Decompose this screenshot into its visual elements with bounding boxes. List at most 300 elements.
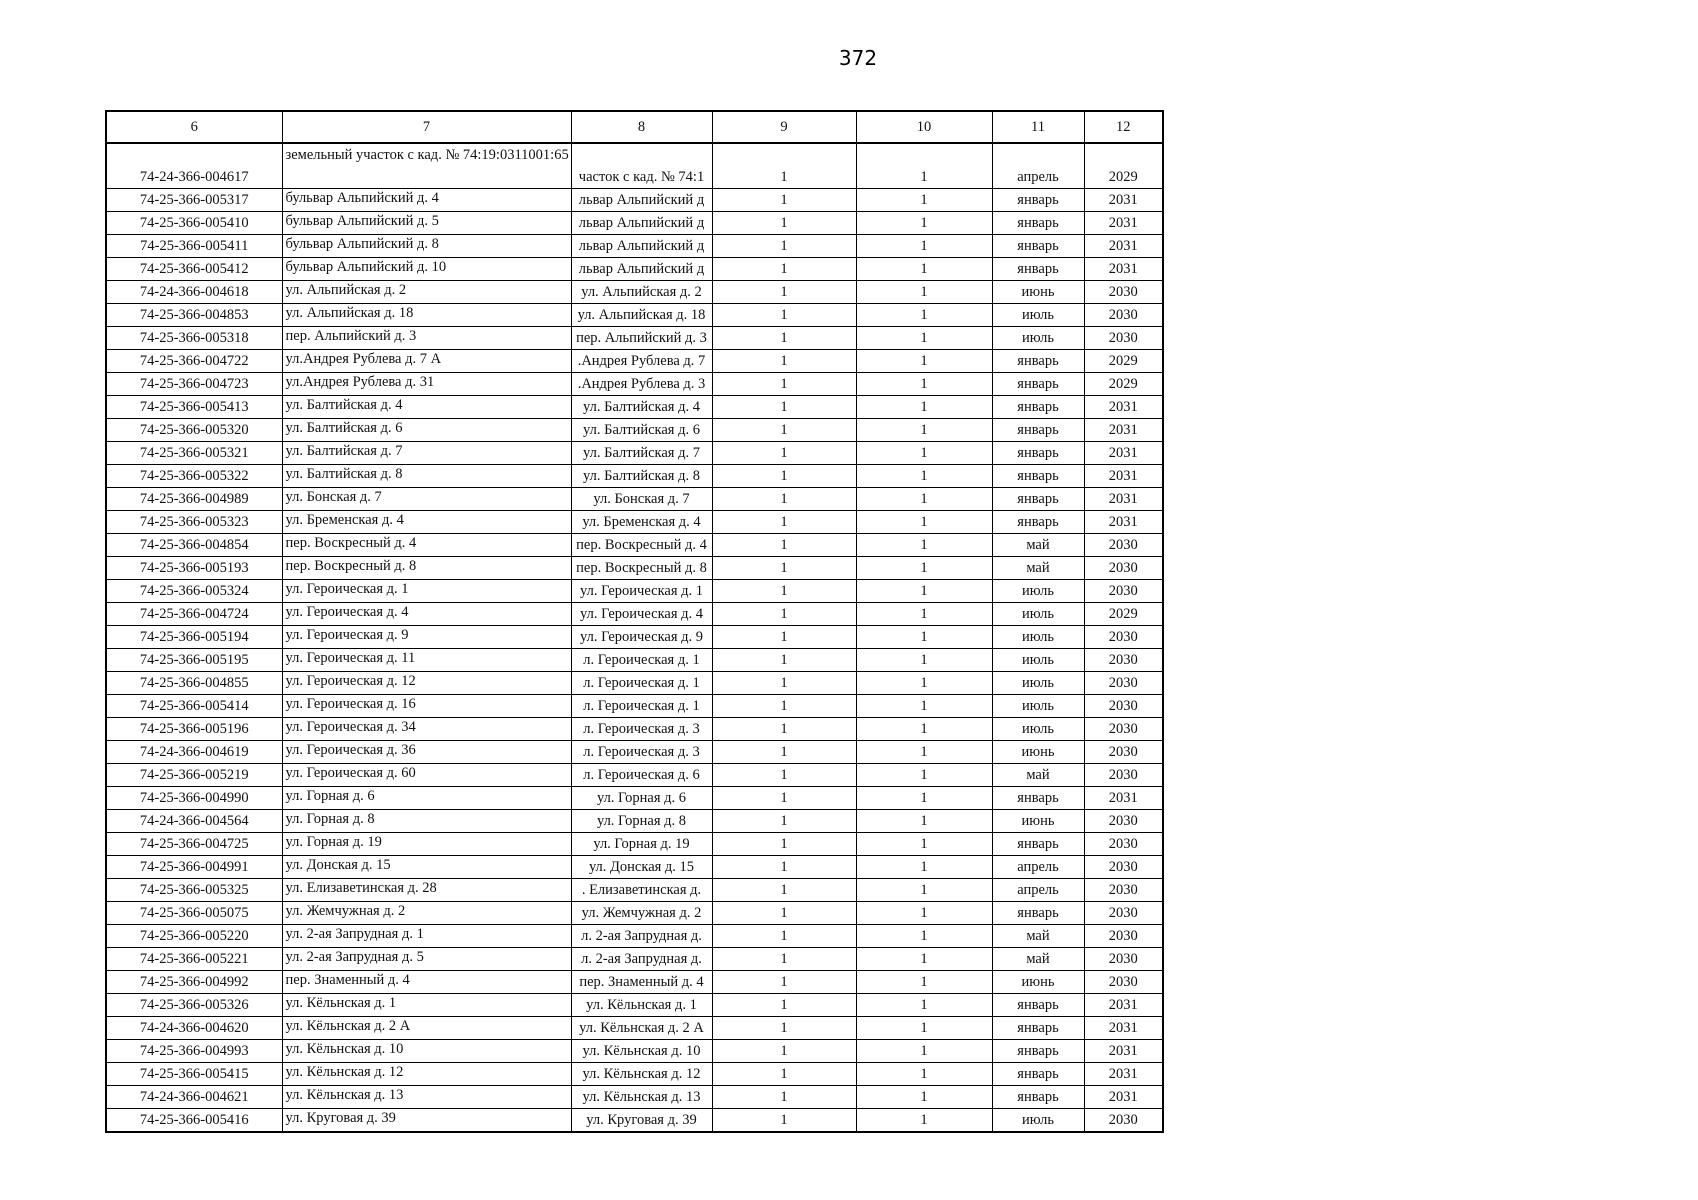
column-header-8: 8 [571, 111, 712, 143]
column-10-cell: 1 [856, 810, 992, 833]
address-cell: ул. Кёльнская д. 12 [282, 1063, 571, 1086]
month-cell: январь [992, 833, 1084, 856]
column-9-cell: 1 [712, 281, 856, 304]
address-copy-cell: ул. Героическая д. 4 [571, 603, 712, 626]
column-10-cell: 1 [856, 143, 992, 189]
address-copy-cell: ул. Кёльнская д. 2 А [571, 1017, 712, 1040]
year-cell: 2030 [1084, 557, 1163, 580]
year-cell: 2030 [1084, 327, 1163, 350]
address-copy-cell: ул. Кёльнская д. 12 [571, 1063, 712, 1086]
column-9-cell: 1 [712, 695, 856, 718]
year-cell: 2031 [1084, 1063, 1163, 1086]
table-row [106, 235, 1163, 258]
address-copy-cell: . Елизаветинская д. [571, 879, 712, 902]
table-row [106, 649, 1163, 672]
month-cell: май [992, 764, 1084, 787]
column-9-cell: 1 [712, 396, 856, 419]
column-10-cell: 1 [856, 1017, 992, 1040]
year-cell: 2030 [1084, 925, 1163, 948]
column-9-cell: 1 [712, 1017, 856, 1040]
column-9-cell: 1 [712, 672, 856, 695]
month-cell: январь [992, 994, 1084, 1017]
column-9-cell: 1 [712, 879, 856, 902]
year-cell: 2030 [1084, 534, 1163, 557]
column-10-cell: 1 [856, 511, 992, 534]
year-cell: 2030 [1084, 649, 1163, 672]
cadastral-code-cell: 74-25-366-004853 [106, 304, 282, 327]
cadastral-code-cell: 74-25-366-004722 [106, 350, 282, 373]
address-copy-cell: ул. Кёльнская д. 1 [571, 994, 712, 1017]
year-cell: 2030 [1084, 580, 1163, 603]
month-cell: январь [992, 902, 1084, 925]
cadastral-code-cell: 74-24-366-004619 [106, 741, 282, 764]
table-row [106, 534, 1163, 557]
cadastral-code-cell: 74-24-366-004621 [106, 1086, 282, 1109]
month-cell: январь [992, 1086, 1084, 1109]
cadastral-code-cell: 74-25-366-004990 [106, 787, 282, 810]
table-row [106, 442, 1163, 465]
year-cell: 2031 [1084, 396, 1163, 419]
address-copy-cell: л. Героическая д. 3 [571, 718, 712, 741]
table-row [106, 741, 1163, 764]
table-row [106, 672, 1163, 695]
address-cell: ул. Кёльнская д. 13 [282, 1086, 571, 1109]
month-cell: январь [992, 488, 1084, 511]
column-10-cell: 1 [856, 557, 992, 580]
column-10-cell: 1 [856, 626, 992, 649]
column-10-cell: 1 [856, 327, 992, 350]
address-copy-cell: ул. Героическая д. 9 [571, 626, 712, 649]
address-copy-cell: часток с кад. № 74:1 [571, 143, 712, 189]
address-cell: ул. Героическая д. 36 [282, 741, 571, 764]
column-10-cell: 1 [856, 465, 992, 488]
month-cell: январь [992, 787, 1084, 810]
address-cell: пер. Воскресный д. 8 [282, 557, 571, 580]
cadastral-code-cell: 74-25-366-005196 [106, 718, 282, 741]
address-copy-cell: ул. Альпийская д. 2 [571, 281, 712, 304]
table-row [106, 557, 1163, 580]
table-row [106, 626, 1163, 649]
table-row [106, 258, 1163, 281]
column-9-cell: 1 [712, 327, 856, 350]
cadastral-code-cell: 74-25-366-005219 [106, 764, 282, 787]
column-9-cell: 1 [712, 902, 856, 925]
year-cell: 2030 [1084, 626, 1163, 649]
month-cell: апрель [992, 879, 1084, 902]
column-10-cell: 1 [856, 994, 992, 1017]
address-copy-cell: л. Героическая д. 1 [571, 649, 712, 672]
table-row [106, 465, 1163, 488]
address-copy-cell: ул. Жемчужная д. 2 [571, 902, 712, 925]
year-cell: 2031 [1084, 465, 1163, 488]
year-cell: 2030 [1084, 1109, 1163, 1133]
address-copy-cell: ул. Круговая д. 39 [571, 1109, 712, 1133]
month-cell: январь [992, 373, 1084, 396]
table-row [106, 1109, 1163, 1133]
column-9-cell: 1 [712, 718, 856, 741]
year-cell: 2031 [1084, 994, 1163, 1017]
table-row [106, 511, 1163, 534]
address-cell: ул. Горная д. 19 [282, 833, 571, 856]
month-cell: июль [992, 1109, 1084, 1133]
month-cell: май [992, 948, 1084, 971]
cadastral-code-cell: 74-24-366-004620 [106, 1017, 282, 1040]
cadastral-code-cell: 74-25-366-004854 [106, 534, 282, 557]
month-cell: январь [992, 1040, 1084, 1063]
address-copy-cell: ул. Бонская д. 7 [571, 488, 712, 511]
month-cell: июнь [992, 971, 1084, 994]
address-cell: ул. Героическая д. 11 [282, 649, 571, 672]
column-9-cell: 1 [712, 580, 856, 603]
cadastral-code-cell: 74-25-366-005317 [106, 189, 282, 212]
cadastral-code-cell: 74-25-366-005321 [106, 442, 282, 465]
year-cell: 2031 [1084, 442, 1163, 465]
year-cell: 2031 [1084, 488, 1163, 511]
column-header-10: 10 [856, 111, 992, 143]
address-cell: ул. Героическая д. 9 [282, 626, 571, 649]
table-row [106, 419, 1163, 442]
address-cell: ул. Героическая д. 34 [282, 718, 571, 741]
column-10-cell: 1 [856, 350, 992, 373]
address-cell: пер. Знаменный д. 4 [282, 971, 571, 994]
address-cell: ул. Балтийская д. 6 [282, 419, 571, 442]
table-body [106, 143, 1163, 1132]
year-cell: 2031 [1084, 419, 1163, 442]
address-copy-cell: л. Героическая д. 1 [571, 695, 712, 718]
year-cell: 2030 [1084, 695, 1163, 718]
column-10-cell: 1 [856, 925, 992, 948]
cadastral-code-cell: 74-25-366-005220 [106, 925, 282, 948]
table-row [106, 1040, 1163, 1063]
address-cell: ул. Альпийская д. 2 [282, 281, 571, 304]
year-cell: 2031 [1084, 258, 1163, 281]
cadastral-code-cell: 74-25-366-005415 [106, 1063, 282, 1086]
cadastral-code-cell: 74-25-366-004855 [106, 672, 282, 695]
address-cell: ул.Андрея Рублева д. 7 А [282, 350, 571, 373]
cadastral-code-cell: 74-25-366-005413 [106, 396, 282, 419]
column-10-cell: 1 [856, 304, 992, 327]
column-9-cell: 1 [712, 741, 856, 764]
address-cell: ул. Жемчужная д. 2 [282, 902, 571, 925]
column-9-cell: 1 [712, 1040, 856, 1063]
column-9-cell: 1 [712, 235, 856, 258]
cadastral-code-cell: 74-25-366-005195 [106, 649, 282, 672]
address-cell: ул. Кёльнская д. 10 [282, 1040, 571, 1063]
table-row [106, 488, 1163, 511]
address-cell: ул. Кёльнская д. 1 [282, 994, 571, 1017]
column-9-cell: 1 [712, 833, 856, 856]
column-header-7: 7 [282, 111, 571, 143]
address-copy-cell: пер. Знаменный д. 4 [571, 971, 712, 994]
table-row [106, 856, 1163, 879]
column-9-cell: 1 [712, 465, 856, 488]
address-cell: ул. Донская д. 15 [282, 856, 571, 879]
month-cell: июль [992, 672, 1084, 695]
address-cell: ул. Горная д. 8 [282, 810, 571, 833]
address-copy-cell: л. 2-ая Запрудная д. [571, 925, 712, 948]
registry-table [105, 110, 1164, 1133]
column-10-cell: 1 [856, 488, 992, 511]
address-copy-cell: пер. Воскресный д. 8 [571, 557, 712, 580]
address-copy-cell: л. Героическая д. 1 [571, 672, 712, 695]
month-cell: июль [992, 603, 1084, 626]
column-10-cell: 1 [856, 442, 992, 465]
address-copy-cell: ул. Альпийская д. 18 [571, 304, 712, 327]
column-10-cell: 1 [856, 856, 992, 879]
column-9-cell: 1 [712, 810, 856, 833]
column-10-cell: 1 [856, 764, 992, 787]
column-9-cell: 1 [712, 557, 856, 580]
address-cell: ул. Круговая д. 39 [282, 1109, 571, 1133]
table-row [106, 603, 1163, 626]
year-cell: 2030 [1084, 281, 1163, 304]
address-copy-cell: пер. Воскресный д. 4 [571, 534, 712, 557]
year-cell: 2031 [1084, 1040, 1163, 1063]
address-copy-cell: львар Альпийский д [571, 258, 712, 281]
year-cell: 2031 [1084, 189, 1163, 212]
cadastral-code-cell: 74-25-366-005416 [106, 1109, 282, 1133]
address-copy-cell: ул. Горная д. 6 [571, 787, 712, 810]
column-9-cell: 1 [712, 1109, 856, 1133]
address-copy-cell: л. Героическая д. 6 [571, 764, 712, 787]
column-10-cell: 1 [856, 1086, 992, 1109]
month-cell: январь [992, 235, 1084, 258]
table-row [106, 879, 1163, 902]
year-cell: 2030 [1084, 833, 1163, 856]
month-cell: июль [992, 304, 1084, 327]
month-cell: июль [992, 327, 1084, 350]
column-9-cell: 1 [712, 350, 856, 373]
table-row [106, 1017, 1163, 1040]
column-10-cell: 1 [856, 1040, 992, 1063]
month-cell: май [992, 925, 1084, 948]
table-row [106, 787, 1163, 810]
address-copy-cell: ул. Донская д. 15 [571, 856, 712, 879]
address-cell: ул. Героическая д. 12 [282, 672, 571, 695]
address-copy-cell: пер. Альпийский д. 3 [571, 327, 712, 350]
year-cell: 2029 [1084, 603, 1163, 626]
column-10-cell: 1 [856, 281, 992, 304]
table-row [106, 902, 1163, 925]
year-cell: 2029 [1084, 373, 1163, 396]
column-header-9: 9 [712, 111, 856, 143]
column-9-cell: 1 [712, 419, 856, 442]
address-cell: ул. Горная д. 6 [282, 787, 571, 810]
address-copy-cell: л. Героическая д. 3 [571, 741, 712, 764]
cadastral-code-cell: 74-25-366-004992 [106, 971, 282, 994]
address-cell: бульвар Альпийский д. 4 [282, 189, 571, 212]
column-9-cell: 1 [712, 948, 856, 971]
column-10-cell: 1 [856, 718, 992, 741]
cadastral-code-cell: 74-25-366-005194 [106, 626, 282, 649]
cadastral-code-cell: 74-25-366-005324 [106, 580, 282, 603]
column-9-cell: 1 [712, 971, 856, 994]
month-cell: январь [992, 189, 1084, 212]
address-copy-cell: львар Альпийский д [571, 189, 712, 212]
address-cell: ул. Елизаветинская д. 28 [282, 879, 571, 902]
column-10-cell: 1 [856, 189, 992, 212]
column-10-cell: 1 [856, 971, 992, 994]
column-10-cell: 1 [856, 879, 992, 902]
column-9-cell: 1 [712, 511, 856, 534]
cadastral-code-cell: 74-24-366-004564 [106, 810, 282, 833]
column-9-cell: 1 [712, 994, 856, 1017]
column-10-cell: 1 [856, 373, 992, 396]
cadastral-code-cell: 74-25-366-005411 [106, 235, 282, 258]
cadastral-code-cell: 74-25-366-005193 [106, 557, 282, 580]
table-row [106, 189, 1163, 212]
address-copy-cell: .Андрея Рублева д. 3 [571, 373, 712, 396]
table-row [106, 810, 1163, 833]
column-9-cell: 1 [712, 856, 856, 879]
month-cell: июнь [992, 741, 1084, 764]
address-copy-cell: львар Альпийский д [571, 212, 712, 235]
year-cell: 2030 [1084, 764, 1163, 787]
cadastral-code-cell: 74-25-366-005414 [106, 695, 282, 718]
column-9-cell: 1 [712, 603, 856, 626]
address-cell: ул. Кёльнская д. 2 А [282, 1017, 571, 1040]
column-9-cell: 1 [712, 189, 856, 212]
column-header-11: 11 [992, 111, 1084, 143]
year-cell: 2030 [1084, 810, 1163, 833]
table-row [106, 1063, 1163, 1086]
month-cell: май [992, 534, 1084, 557]
address-copy-cell: ул. Горная д. 8 [571, 810, 712, 833]
column-10-cell: 1 [856, 695, 992, 718]
month-cell: июнь [992, 281, 1084, 304]
address-copy-cell: ул. Балтийская д. 8 [571, 465, 712, 488]
table-row [106, 718, 1163, 741]
month-cell: январь [992, 442, 1084, 465]
cadastral-code-cell: 74-25-366-005221 [106, 948, 282, 971]
column-9-cell: 1 [712, 143, 856, 189]
year-cell: 2031 [1084, 212, 1163, 235]
cadastral-code-cell: 74-25-366-005075 [106, 902, 282, 925]
year-cell: 2030 [1084, 879, 1163, 902]
cadastral-code-cell: 74-25-366-004993 [106, 1040, 282, 1063]
cadastral-code-cell: 74-25-366-005326 [106, 994, 282, 1017]
column-10-cell: 1 [856, 787, 992, 810]
cadastral-code-cell: 74-24-366-004618 [106, 281, 282, 304]
address-copy-cell: ул. Балтийская д. 4 [571, 396, 712, 419]
cadastral-code-cell: 74-25-366-005412 [106, 258, 282, 281]
address-copy-cell: ул. Героическая д. 1 [571, 580, 712, 603]
cadastral-code-cell: 74-25-366-004723 [106, 373, 282, 396]
month-cell: январь [992, 1063, 1084, 1086]
cadastral-code-cell: 74-25-366-004725 [106, 833, 282, 856]
table-row [106, 948, 1163, 971]
table-row [106, 396, 1163, 419]
month-cell: январь [992, 465, 1084, 488]
column-9-cell: 1 [712, 212, 856, 235]
address-copy-cell: ул. Кёльнская д. 13 [571, 1086, 712, 1109]
column-10-cell: 1 [856, 672, 992, 695]
column-header-12: 12 [1084, 111, 1163, 143]
address-cell: ул. Бонская д. 7 [282, 488, 571, 511]
page-number: 372 [838, 46, 878, 70]
column-9-cell: 1 [712, 626, 856, 649]
column-10-cell: 1 [856, 948, 992, 971]
column-10-cell: 1 [856, 235, 992, 258]
month-cell: апрель [992, 856, 1084, 879]
year-cell: 2029 [1084, 350, 1163, 373]
month-cell: июнь [992, 810, 1084, 833]
table-row [106, 143, 1163, 189]
month-cell: май [992, 557, 1084, 580]
header-row [106, 111, 1163, 143]
column-10-cell: 1 [856, 396, 992, 419]
table-row [106, 212, 1163, 235]
table-row [106, 994, 1163, 1017]
cadastral-code-cell: 74-25-366-004724 [106, 603, 282, 626]
month-cell: июль [992, 626, 1084, 649]
table-row [106, 373, 1163, 396]
address-cell: ул. Балтийская д. 8 [282, 465, 571, 488]
address-cell: ул. Героическая д. 1 [282, 580, 571, 603]
address-cell: пер. Воскресный д. 4 [282, 534, 571, 557]
address-cell: пер. Альпийский д. 3 [282, 327, 571, 350]
month-cell: июль [992, 695, 1084, 718]
address-cell: бульвар Альпийский д. 10 [282, 258, 571, 281]
table-row [106, 764, 1163, 787]
address-cell: ул. Героическая д. 16 [282, 695, 571, 718]
address-cell: ул.Андрея Рублева д. 31 [282, 373, 571, 396]
month-cell: январь [992, 212, 1084, 235]
column-10-cell: 1 [856, 741, 992, 764]
address-copy-cell: ул. Кёльнская д. 10 [571, 1040, 712, 1063]
column-9-cell: 1 [712, 442, 856, 465]
table-row [106, 833, 1163, 856]
year-cell: 2031 [1084, 1086, 1163, 1109]
table-row [106, 327, 1163, 350]
year-cell: 2031 [1084, 511, 1163, 534]
column-10-cell: 1 [856, 833, 992, 856]
year-cell: 2030 [1084, 718, 1163, 741]
year-cell: 2031 [1084, 235, 1163, 258]
column-9-cell: 1 [712, 534, 856, 557]
column-10-cell: 1 [856, 902, 992, 925]
cadastral-code-cell: 74-25-366-005325 [106, 879, 282, 902]
cadastral-code-cell: 74-24-366-004617 [106, 143, 282, 189]
table-row [106, 304, 1163, 327]
address-cell: ул. Балтийская д. 4 [282, 396, 571, 419]
table-row [106, 925, 1163, 948]
year-cell: 2030 [1084, 856, 1163, 879]
year-cell: 2030 [1084, 971, 1163, 994]
address-cell: ул. Героическая д. 4 [282, 603, 571, 626]
table-row [106, 971, 1163, 994]
cadastral-code-cell: 74-25-366-005323 [106, 511, 282, 534]
address-copy-cell: ул. Балтийская д. 7 [571, 442, 712, 465]
column-9-cell: 1 [712, 304, 856, 327]
cadastral-code-cell: 74-25-366-004989 [106, 488, 282, 511]
month-cell: июль [992, 580, 1084, 603]
address-cell: бульвар Альпийский д. 5 [282, 212, 571, 235]
cadastral-code-cell: 74-25-366-005320 [106, 419, 282, 442]
year-cell: 2031 [1084, 787, 1163, 810]
cadastral-code-cell: 74-25-366-005322 [106, 465, 282, 488]
column-10-cell: 1 [856, 258, 992, 281]
cadastral-code-cell: 74-25-366-005410 [106, 212, 282, 235]
month-cell: июль [992, 718, 1084, 741]
address-cell: ул. Бременская д. 4 [282, 511, 571, 534]
address-copy-cell: л. 2-ая Запрудная д. [571, 948, 712, 971]
address-cell: ул. 2-ая Запрудная д. 1 [282, 925, 571, 948]
year-cell: 2030 [1084, 304, 1163, 327]
address-cell: ул. Альпийская д. 18 [282, 304, 571, 327]
address-cell: ул. Балтийская д. 7 [282, 442, 571, 465]
month-cell: январь [992, 511, 1084, 534]
